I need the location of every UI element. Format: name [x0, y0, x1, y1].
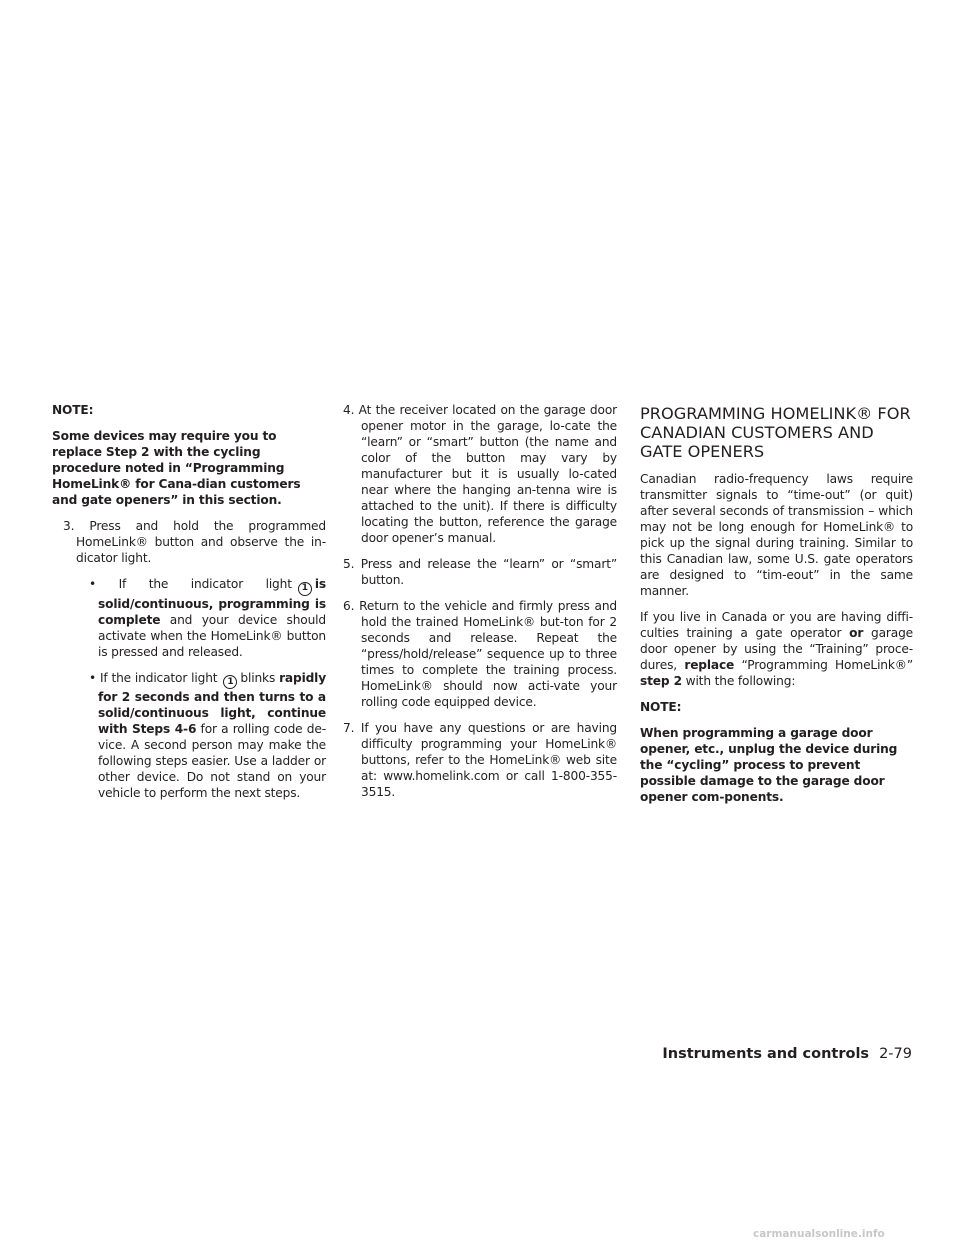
- step-3: [52, 518, 326, 566]
- bullet-item-solid: [52, 576, 326, 660]
- bullet-mark: •: [89, 577, 97, 591]
- section-heading: PROGRAMMING HOMELINK® FOR CANADIAN CUSTOMERS AND GATE OPENERS: [640, 404, 911, 461]
- chapter-title: Instruments and controls: [662, 1046, 870, 1062]
- para-bold: step 2: [640, 674, 682, 688]
- note-label: NOTE:: [52, 403, 94, 417]
- para-bold: replace: [684, 658, 735, 672]
- left-column: [52, 402, 326, 811]
- watermark-text: carmanualsonline.info: [753, 1228, 885, 1240]
- right-column: [640, 402, 913, 815]
- step-5: [343, 556, 617, 588]
- page-number: 2-79: [879, 1046, 912, 1062]
- bullet-text-post: and your device should activate when the HomeLink® button is pressed and released.: [98, 612, 326, 659]
- step-text: Return to the vehicle and firmly press and hold the trained HomeLink® but-ton for 2 seconds and release. Repeat the “press/hold/release” sequence up to three times to complete the training process. HomeLink® should now acti-vate your rolling code equipped device.: [359, 599, 617, 709]
- step-text: Press and hold the programmed HomeLink® button and observe the in-dicator light.: [76, 519, 326, 565]
- step-4: [343, 402, 617, 546]
- step-number: 4.: [343, 403, 355, 417]
- indicator-callout-icon: 1: [223, 675, 237, 689]
- indicator-callout-icon: 1: [298, 582, 312, 596]
- bullet-mark: •: [89, 670, 97, 685]
- step-text: Press and release the “learn” or “smart” button.: [360, 557, 617, 587]
- para-text: with the following:: [681, 674, 796, 688]
- bullet-text-bold: rapidly for 2 seconds and then turns to a solid/continuous light, continue with Steps 4-6: [98, 670, 326, 736]
- para-text: “Programming HomeLink®”: [734, 658, 913, 672]
- step-number: 7.: [343, 721, 355, 735]
- bullet-text-bold: is solid/continuous, programming is complete: [98, 577, 326, 627]
- bullet-text-pre: If the indicator light: [118, 577, 292, 591]
- page-footer: [662, 1046, 912, 1062]
- bullet-text-mid: blinks: [240, 670, 280, 685]
- step-text: At the receiver located on the garage door opener motor in the garage, lo-cate the “learn” or “smart” button (the name and color of the button may vary by manufacturer but it is usually lo-cated near where the hanging an-tenna wire is attached to the unit). If there is difficulty locating the button, reference the garage door opener’s manual.: [358, 403, 617, 545]
- step-number: 6.: [343, 599, 355, 613]
- step-number: 5.: [343, 557, 355, 571]
- paragraph-canadian-laws: Canadian radio-frequency laws require transmitter signals to “time-out” (or quit) after several seconds of transmission – which may not be long enough for HomeLink® to pick up the signal during training. Similar to this Canadian law, some U.S. gate operators are designed to “tim-eout” in the same manner.: [640, 472, 913, 598]
- note-label: NOTE:: [640, 700, 682, 714]
- step-text: If you have any questions or are having difficulty programming your HomeLink® buttons, refer to the HomeLink® web site at: www.homelink.com or call 1-800-355-3515.: [360, 721, 617, 799]
- para-text: garage door opener by using the “Training” proce-dures,: [640, 626, 913, 672]
- step-7: [343, 720, 617, 800]
- middle-column: [343, 402, 617, 810]
- bullet-text-post: for a rolling code de-vice. A second person may make the following steps easier. Use a ladder or other device. Do not stand on your vehicle to perform the next steps.: [98, 722, 326, 800]
- note-body: Some devices may require you to replace Step 2 with the cycling procedure noted in “Programming HomeLink® for Cana-dian customers and gate openers” in this section.: [52, 429, 301, 507]
- bullet-item-blinks: [52, 670, 326, 802]
- step-number: 3.: [63, 519, 75, 533]
- note-body: When programming a garage door opener, etc., unplug the device during the “cycling” process to prevent possible damage to the garage door opener com-ponents.: [640, 726, 898, 804]
- para-text: If you live in Canada or you are having diffi-culties training a gate operator: [640, 610, 913, 640]
- para-bold: or: [849, 626, 864, 640]
- paragraph-replace-step: [640, 609, 913, 689]
- step-6: [343, 598, 617, 710]
- bullet-text-pre: If the indicator light: [99, 670, 218, 685]
